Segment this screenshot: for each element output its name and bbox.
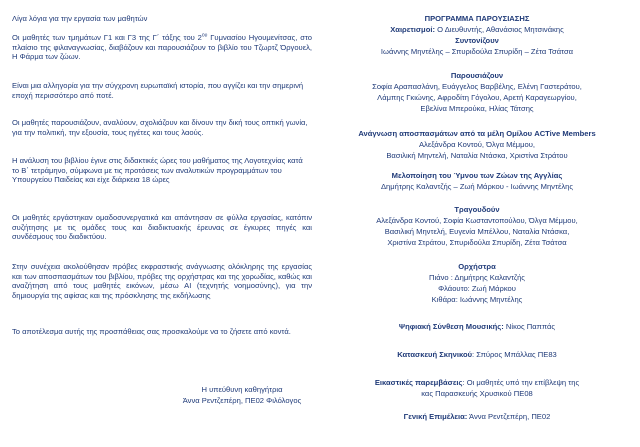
signature-role: Η υπεύθυνη καθηγήτρια [201, 385, 283, 394]
singers-label: Τραγουδούν [454, 205, 500, 214]
visual-arts-label: Εικαστικές παρεμβάσεις [374, 378, 463, 387]
left-heading: Λίγα λόγια για την εργασία των μαθητών [12, 14, 148, 23]
general-editing-label: Γενική Επιμέλεια: [403, 412, 468, 421]
coordinators-names: Ιωάννης Μηντέλης – Σπυριδούλα Σπυρίδη – Ζέτα Τσάτσα [380, 47, 574, 56]
greetings-text: Ο Διευθυντής, Αθανάσιος Μητσινάκης [434, 25, 564, 34]
readings-line-2: Βασιλική Μηντελή, Ναταλία Ντάσκα, Χριστίνα Στράτου [386, 151, 568, 160]
general-editing-line [322, 412, 632, 422]
readings-line-1: Αλεξάνδρα Κοντού, Όλγα Μέμμου, [418, 140, 536, 149]
orchestra-label: Ορχήστρα [458, 262, 496, 271]
orchestra-piano: Πιάνο : Δημήτρης Καλαντζής [429, 273, 525, 282]
visual-arts-supervisor: κας Παρασκευής Χρυσικού ΠΕ08 [421, 389, 533, 398]
program-title: ΠΡΟΓΡΑΜΜΑ ΠΑΡΟΥΣΙΑΣΗΣ [424, 14, 530, 23]
paragraph-allegory: Είναι μια αλληγορία για την σύγχρονη ευρωπαϊκή ιστορία, που αγγίζει και την σημερινή εποχή περισσότερο από ποτέ. [12, 81, 304, 100]
paragraph-analysis: Η ανάλυση του βιβλίου έγινε στις διδακτικές ώρες του μαθήματος της Λογοτεχνίας κατά το Β΄ τετράμηνο, σύμφωνα με τις προτάσεις των αναλυτικών προγραμμάτων του Υπουργείου Παιδείας και είχε διάρκεια 18 ώρες [12, 156, 303, 185]
singers-line-1: Αλεξάνδρα Κοντού, Σοφία Κωσταντοπούλου, Όλγα Μέμμου, [376, 216, 578, 225]
presenters-line-3: Εβελίνα Μπερούκα, Ηλίας Τάτσης [420, 104, 534, 113]
visual-arts-text: : Οι μαθητές υπό την επίβλεψη της [462, 378, 580, 387]
paragraph-intro-a: Οι μαθητές των τμημάτων Γ1 και Γ3 της Γ΄ τάξης του 2 [12, 33, 202, 42]
paragraph-intro-b: Γυμνασίου Ηγουμενίτσας, στο πλαίσιο της φιλαναγνωσίας, διαβάζουν και παρουσιάζουν το βιβλίο του Τζωρτζ Όργουελ, Η Φάρμα των ζώων. [12, 33, 313, 62]
paragraph-teamwork: Οι μαθητές εργάστηκαν ομαδοσυνεργατικά και απάντησαν σε φύλλα εργασίας, κατόπιν συζήτησης με τις ομάδες τους και διαδικτυακής έρευνας σε έγκυρες πηγές και συνδέσμους του διαδικτύου. [12, 213, 312, 242]
coordinators-label: Συντονίζουν [455, 36, 499, 45]
superscript-ou: ου [201, 32, 208, 39]
readings-label: Ανάγνωση αποσπασμάτων από τα μέλη Ομίλου ACTive Members [358, 129, 596, 138]
set-design-label: Κατασκευή Σκηνικού [397, 350, 473, 359]
singers-line-3: Χριστίνα Στράτου, Σπυριδούλα Σπυρίδη, Ζέτα Τσάτσα [387, 238, 567, 247]
orchestra-flute: Φλάουτο: Ζωή Μάρκου [438, 284, 516, 293]
paragraph-rehearsals: Στην συνέχεια ακολούθησαν πρόβες εκφραστικής ανάγνωσης ολόκληρης της εργασίας και των αποσπασμάτων του βιβλίου, πρόβες της ορχήστρας και της χορωδίας, καθώς και αναζήτηση από τους μαθητές εικόνων, μέσω AI (τεχνητής νοημοσύνης), για την δημιουργία της αφίσας και της πρόσκλησης της εκδήλωσης [12, 262, 312, 300]
greetings-label: Χαιρετισμοί: [390, 25, 435, 34]
signature-name: Άννα Ρεντζεπέρη, ΠΕ02 Φιλόλογος [182, 396, 302, 405]
presenters-line-2: Λάμπης Γκιώνης, Αφροδίτη Γόγολου, Αρετή Καραγεωργίου, [377, 93, 577, 102]
visual-arts-line [322, 378, 632, 388]
paragraph-presentation: Οι μαθητές παρουσιάζουν, αναλύουν, σχολιάζουν και δίνουν την δική τους οπτική γωνία, για την πολιτική, την εξουσία, τους ηγέτες και τους λαούς. [12, 118, 308, 137]
general-editing-name: Άννα Ρεντζεπέρη, ΠΕ02 [467, 412, 551, 421]
presenters-line-1: Σοφία Αραπασλάνη, Ευάγγελος Βαρβέλης, Ελένη Γαστεράτου, [372, 82, 582, 91]
digital-music-name: Νίκος Παππάς [503, 322, 556, 331]
greetings-line [322, 25, 632, 35]
set-design-line [322, 350, 632, 360]
orchestra-guitar: Κιθάρα: Ιωάννης Μηντέλης [431, 295, 523, 304]
digital-music-line [322, 322, 632, 332]
singers-line-2: Βασιλική Μηντελή, Ευγενία Μπέλλου, Ναταλία Ντάσκα, [384, 227, 570, 236]
setting-to-music-names: Δημήτρης Καλαντζής – Ζωή Μάρκου - Ιωάννης Μηντέλης [380, 182, 574, 191]
paragraph-invitation: Το αποτέλεσμα αυτής της προσπάθειας σας προσκαλούμε να το ζήσετε από κοντά. [12, 327, 291, 336]
set-design-name: : Σπύρος Μπάλλας ΠΕ83 [472, 350, 557, 359]
setting-to-music-label: Μελοποίηση του Ύμνου των Ζώων της Αγγλίας [391, 171, 563, 180]
presenters-label: Παρουσιάζουν [450, 71, 504, 80]
digital-music-label: Ψηφιακή Σύνθεση Μουσικής: [398, 322, 504, 331]
paragraph-intro [12, 33, 312, 62]
